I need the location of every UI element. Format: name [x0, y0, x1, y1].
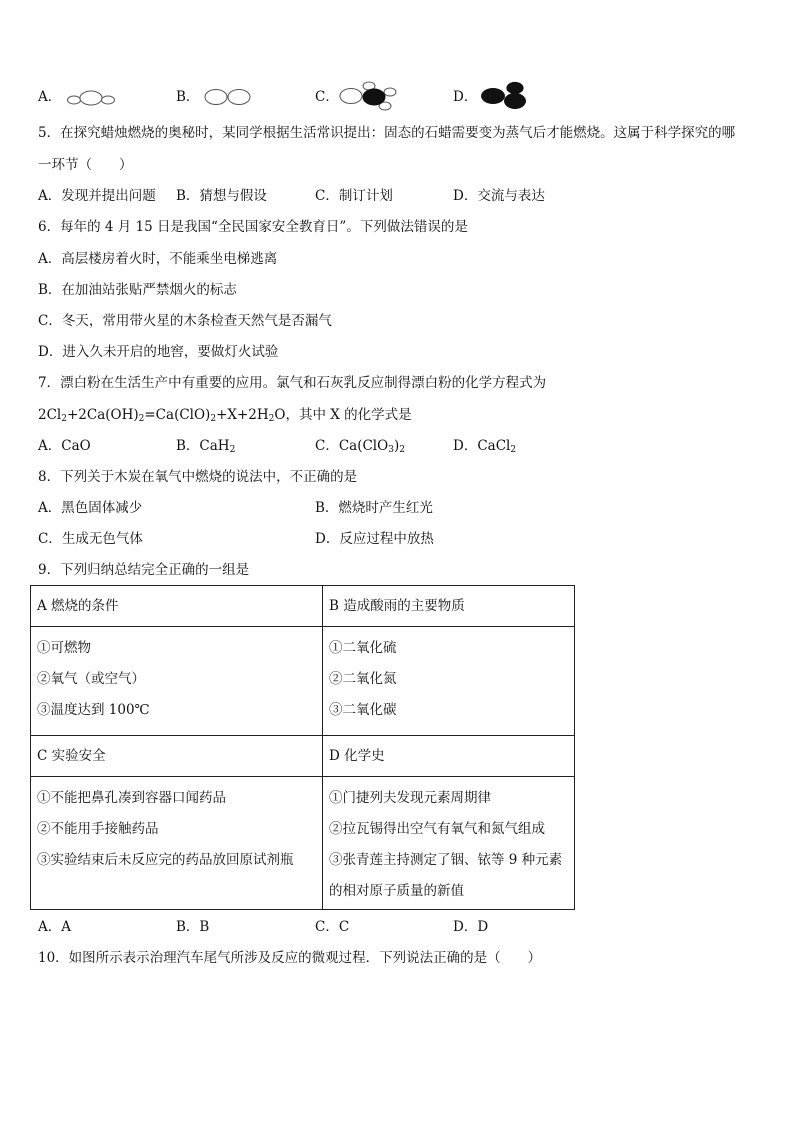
- q9-option-d[interactable]: D．D: [453, 919, 489, 935]
- q5-option-b[interactable]: B．猜想与假设: [176, 188, 267, 204]
- q9-option-b[interactable]: B．B: [176, 919, 210, 935]
- cell-c-item: ①不能把鼻孔凑到容器口闻药品: [37, 790, 226, 806]
- q7-option-c[interactable]: C．$Ca(ClO_3)_2$: [315, 438, 405, 455]
- q9-stem: 9．下列归纳总结完全正确的一组是: [38, 562, 250, 578]
- cell-a-item: ③温度达到 100℃: [37, 702, 150, 718]
- q6-option-d[interactable]: D．进入久未开启的地窖，要做灯火试验: [38, 344, 279, 360]
- q7-option-d[interactable]: D．CaCl$_2$: [453, 438, 517, 455]
- q9-table: [30, 585, 575, 910]
- q9-option-a[interactable]: A．A: [38, 919, 71, 935]
- q4-option-a-label[interactable]: A．: [38, 89, 62, 105]
- molecule-b-icon: [202, 86, 254, 108]
- q5-stem-cont: 一环节（ ）: [38, 157, 133, 173]
- cell-d-item: ③张青莲主持测定了铟、铱等 9 种元素: [329, 852, 563, 868]
- cell-d-item: ②拉瓦锡得出空气有氧气和氮气组成: [329, 821, 545, 837]
- cell-b-item: ①二氧化硫: [329, 640, 397, 656]
- q6-option-c[interactable]: C．冬天，常用带火星的木条检查天然气是否漏气: [38, 313, 332, 329]
- cell-c-items: [31, 777, 323, 910]
- cell-d-item: ①门捷列夫发现元素周期律: [329, 790, 491, 806]
- q4-option-d-label[interactable]: D．: [453, 89, 478, 105]
- q4-option-c-label[interactable]: C．: [315, 89, 339, 105]
- q6-option-b[interactable]: B．在加油站张贴严禁烟火的标志: [38, 282, 237, 298]
- cell-d-item: 的相对原子质量的新值: [329, 883, 464, 899]
- cell-b-item: ③二氧化碳: [329, 702, 397, 718]
- cell-a-items: [31, 627, 323, 736]
- q5-option-d[interactable]: D．交流与表达: [453, 188, 545, 204]
- q8-stem: 8．下列关于木炭在氧气中燃烧的说法中，不正确的是: [38, 469, 358, 485]
- cell-b-items: [323, 627, 575, 736]
- cell-b-item: ②二氧化氮: [329, 671, 397, 687]
- q8-option-d[interactable]: D．反应过程中放热: [315, 531, 434, 547]
- q8-option-b[interactable]: B．燃烧时产生红光: [315, 500, 433, 516]
- q8-option-c[interactable]: C．生成无色气体: [38, 531, 143, 547]
- cell-c-item: ②不能用手接触药品: [37, 821, 159, 837]
- q8-option-a[interactable]: A．黑色固体减少: [38, 500, 143, 516]
- cell-c-title: C 实验安全: [31, 736, 323, 777]
- molecule-a-icon: [64, 88, 116, 108]
- cell-c-item: ③实验结束后未反应完的药品放回原试剂瓶: [37, 852, 294, 868]
- q6-option-a[interactable]: A．高层楼房着火时，不能乘坐电梯逃离: [38, 251, 278, 267]
- q7-option-b[interactable]: B．CaH$_2$: [176, 438, 236, 455]
- q6-stem: 6．每年的 4 月 15 日是我国“全民国家安全教育日”。下列做法错误的是: [38, 219, 468, 235]
- cell-a-item: ②氧气（或空气）: [37, 671, 145, 687]
- molecule-d-icon: [479, 80, 531, 112]
- q7-equation: $2Cl_2+2Ca(OH)_2=Ca(ClO)_2+X+2H_2O$，其中 X 的化学式是: [38, 407, 412, 424]
- q7-option-a[interactable]: A．CaO: [38, 438, 91, 454]
- q5-stem: 5．在探究蜡烛燃烧的奥秘时，某同学根据生活常识提出：固态的石蜡需要变为蒸气后才能燃烧。这属于科学探究的哪: [38, 125, 736, 141]
- q5-option-c[interactable]: C．制订计划: [315, 188, 393, 204]
- cell-b-title: B 造成酸雨的主要物质: [323, 586, 575, 627]
- cell-a-item: ①可燃物: [37, 640, 91, 656]
- cell-a-title: A 燃烧的条件: [31, 586, 323, 627]
- q7-stem: 7．漂白粉在生活生产中有重要的应用。氯气和石灰乳反应制得漂白粉的化学方程式为: [38, 375, 547, 391]
- cell-d-items: [323, 777, 575, 910]
- q4-option-b-label[interactable]: B．: [176, 89, 200, 105]
- cell-d-title: D 化学史: [323, 736, 575, 777]
- q10-stem: 10．如图所示表示治理汽车尾气所涉及反应的微观过程．下列说法正确的是（ ）: [38, 950, 542, 966]
- q5-option-a[interactable]: A．发现并提出问题: [38, 188, 156, 204]
- q9-option-c[interactable]: C．C: [315, 919, 350, 935]
- molecule-c-icon: [337, 80, 403, 112]
